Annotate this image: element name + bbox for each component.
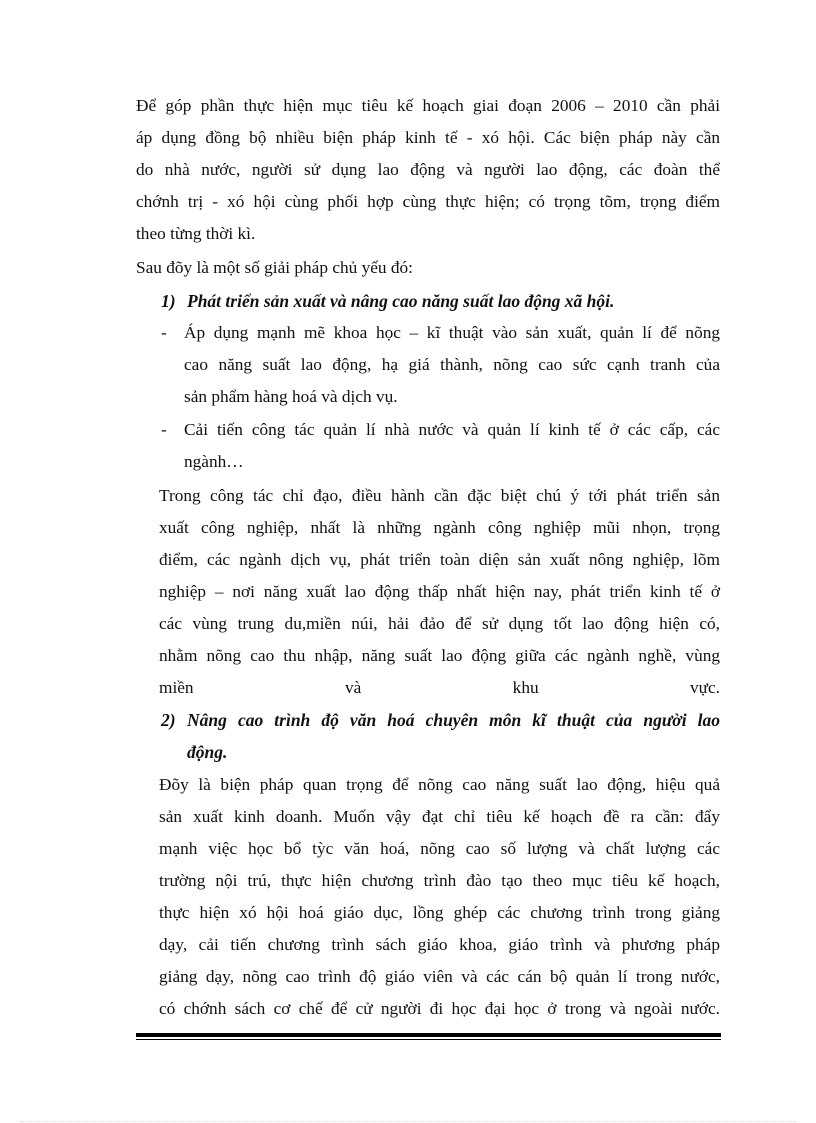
bullet-line: Áp dụng mạnh mẽ khoa học – kĩ thuật vào sản xuất, quản lí để nõng <box>184 323 720 342</box>
paragraph-line: trường nội trú, thực hiện chương trình đào tạo theo mục tiêu kế hoạch, <box>159 871 720 890</box>
bullet-line: Cải tiến công tác quản lí nhà nước và quản lí kinh tế ở các cấp, các <box>184 420 720 439</box>
paragraph-line: nhằm nõng cao thu nhập, năng suất lao động giữa các ngành nghề, vùng <box>159 646 720 665</box>
paragraph-line: miền và khu vực. <box>159 678 720 697</box>
paragraph-line: xuất công nghiệp, nhất là những ngành công nghiệp mũi nhọn, trọng <box>159 518 720 537</box>
paragraph-line: dạy, cải tiến chương trình sách giáo khoa, giáo trình và phương pháp <box>159 935 720 954</box>
paragraph-line: các vùng trung du,miền núi, hải đảo để sử dụng tốt lao động hiện có, <box>159 614 720 633</box>
paragraph-line: Đõy là biện pháp quan trọng để nõng cao năng suất lao động, hiệu quả <box>159 775 720 794</box>
bullet-line: cao năng suất lao động, hạ giá thành, nõng cao sức cạnh tranh của <box>184 355 720 374</box>
bullet-line: sản phẩm hàng hoá và dịch vụ. <box>184 387 398 406</box>
paragraph-line: do nhà nước, người sử dụng lao động và người lao động, các đoàn thể <box>136 160 720 179</box>
footer-rule-thin <box>136 1039 721 1040</box>
bullet-marker: - <box>161 323 167 342</box>
paragraph-line: Để góp phần thực hiện mục tiêu kế hoạch giai đoạn 2006 – 2010 cần phải <box>136 96 720 115</box>
paragraph-line: chớnh trị - xó hội cùng phối hợp cùng thực hiện; có trọng tõm, trọng điểm <box>136 192 720 211</box>
heading-text: động. <box>187 742 228 762</box>
paragraph-line: nghiệp – nơi năng xuất lao động thấp nhất hiện nay, phát triển kinh tế ở <box>159 582 720 601</box>
bullet-line: ngành… <box>184 452 244 471</box>
paragraph-line: điểm, các ngành dịch vụ, phát triển toàn diện sản xuất nông nghiệp, lõm <box>159 550 720 569</box>
heading-text: Nâng cao trình độ văn hoá chuyên môn kĩ thuật của người lao <box>187 710 720 730</box>
paragraph-line: giảng dạy, nõng cao trình độ giáo viên và các cán bộ quản lí trong nước, <box>159 967 720 986</box>
footer-rule-thick <box>136 1033 721 1037</box>
intro-line: Sau đõy là một số giải pháp chủ yếu đó: <box>136 258 413 277</box>
paragraph-line: theo từng thời kì. <box>136 224 256 243</box>
paragraph-line: có chớnh sách cơ chế để cử người đi học đại học ở trong và ngoài nước. <box>159 999 720 1018</box>
heading-text: Phát triển sản xuất và nâng cao năng suất lao động xã hội. <box>187 291 615 311</box>
paragraph-line: Trong công tác chỉ đạo, điều hành cần đặc biệt chú ý tới phát triển sản <box>159 486 720 505</box>
bullet-marker: - <box>161 420 167 439</box>
paragraph-line: sản xuất kinh doanh. Muốn vậy đạt chỉ tiêu kế hoạch đề ra cần: đẩy <box>159 807 720 826</box>
paragraph-line: thực hiện xó hội hoá giáo dục, lồng ghép các chương trình trong giảng <box>159 903 720 922</box>
paragraph-line: áp dụng đồng bộ nhiều biện pháp kinh tế - xó hội. Các biện pháp này cần <box>136 128 720 147</box>
heading-number: 1) <box>161 291 176 311</box>
paragraph-line: mạnh việc học bổ tỳc văn hoá, nõng cao số lượng và chất lượng các <box>159 839 720 858</box>
heading-number: 2) <box>161 710 176 730</box>
